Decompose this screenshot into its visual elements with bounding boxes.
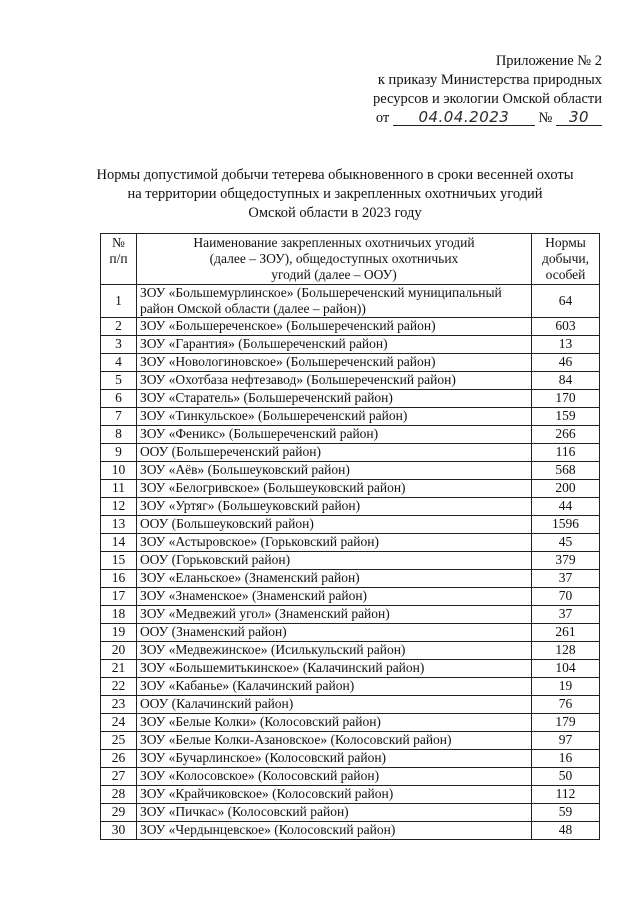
header-name: Наименование закрепленных охотничьих угодий (далее – ЗОУ), общедоступных охотничьих угодий (далее – ООУ) (136, 234, 531, 285)
row-norm: 13 (532, 336, 600, 354)
row-number: 16 (101, 570, 137, 588)
table-row (101, 426, 600, 444)
title-line-2: на территории общедоступных и закрепленных охотничьих угодий (127, 186, 543, 202)
row-norm: 128 (532, 642, 600, 660)
table-row (101, 588, 600, 606)
table-row (101, 462, 600, 480)
row-number: 4 (101, 354, 137, 372)
row-number: 23 (101, 696, 137, 714)
row-number: 8 (101, 426, 137, 444)
table-row (101, 822, 600, 840)
row-name: ООУ (Знаменский район) (136, 624, 531, 642)
row-number: 20 (101, 642, 137, 660)
row-norm: 70 (532, 588, 600, 606)
table-row (101, 714, 600, 732)
row-number: 28 (101, 786, 137, 804)
row-norm: 76 (532, 696, 600, 714)
row-norm: 603 (532, 318, 600, 336)
table-row (101, 285, 600, 318)
table-row (101, 624, 600, 642)
header-number: № п/п (101, 234, 137, 285)
row-name: ЗОУ «Большереченское» (Большереченский район) (136, 318, 531, 336)
row-number: 12 (101, 498, 137, 516)
row-name: ЗОУ «Аёв» (Большеуковский район) (136, 462, 531, 480)
row-number: 5 (101, 372, 137, 390)
row-name: ЗОУ «Большемитькинское» (Калачинский район) (136, 660, 531, 678)
row-norm: 45 (532, 534, 600, 552)
table-row (101, 408, 600, 426)
table-row (101, 498, 600, 516)
table-row (101, 660, 600, 678)
row-number: 7 (101, 408, 137, 426)
quota-table (100, 233, 600, 840)
row-name: ООУ (Горьковский район) (136, 552, 531, 570)
table-row (101, 642, 600, 660)
row-name: ООУ (Большеуковский район) (136, 516, 531, 534)
row-norm: 97 (532, 732, 600, 750)
row-norm: 46 (532, 354, 600, 372)
header-norm: Нормы добычи, особей (532, 234, 600, 285)
row-name: ЗОУ «Большемурлинское» (Большереченский муниципальный район Омской области (далее – район)) (136, 285, 531, 318)
row-norm: 170 (532, 390, 600, 408)
row-norm: 266 (532, 426, 600, 444)
row-norm: 179 (532, 714, 600, 732)
row-norm: 159 (532, 408, 600, 426)
row-number: 29 (101, 804, 137, 822)
table-row (101, 552, 600, 570)
from-label: от (375, 110, 390, 126)
table-row (101, 606, 600, 624)
row-norm: 19 (532, 678, 600, 696)
table-row (101, 696, 600, 714)
table-row (101, 768, 600, 786)
row-number: 9 (101, 444, 137, 462)
handwritten-date: 04.04.2023 (393, 109, 535, 126)
row-name: ЗОУ «Астыровское» (Горьковский район) (136, 534, 531, 552)
row-norm: 112 (532, 786, 600, 804)
table-row (101, 804, 600, 822)
row-number: 13 (101, 516, 137, 534)
table-row (101, 318, 600, 336)
annex-ministry-line: ресурсов и экологии Омской области (373, 91, 602, 107)
row-number: 25 (101, 732, 137, 750)
row-number: 3 (101, 336, 137, 354)
row-norm: 568 (532, 462, 600, 480)
title-line-1: Нормы допустимой добычи тетерева обыкновенного в сроки весенней охоты (96, 167, 574, 183)
row-name: ЗОУ «Новологиновское» (Большереченский район) (136, 354, 531, 372)
table-row (101, 750, 600, 768)
row-name: ЗОУ «Медвежинское» (Исилькульский район) (136, 642, 531, 660)
row-norm: 200 (532, 480, 600, 498)
row-number: 6 (101, 390, 137, 408)
row-number: 19 (101, 624, 137, 642)
table-row (101, 444, 600, 462)
row-number: 30 (101, 822, 137, 840)
annex-order-line: к приказу Министерства природных (377, 72, 602, 88)
row-name: ЗОУ «Феникс» (Большереченский район) (136, 426, 531, 444)
row-norm: 1596 (532, 516, 600, 534)
table-row (101, 678, 600, 696)
row-number: 27 (101, 768, 137, 786)
title-line-3: Омской области в 2023 году (248, 205, 422, 221)
row-number: 22 (101, 678, 137, 696)
table-row (101, 516, 600, 534)
row-name: ЗОУ «Белогривское» (Большеуковский район) (136, 480, 531, 498)
row-name: ЗОУ «Бучарлинское» (Колосовский район) (136, 750, 531, 768)
row-number: 17 (101, 588, 137, 606)
row-number: 18 (101, 606, 137, 624)
row-name: ООУ (Калачинский район) (136, 696, 531, 714)
row-number: 2 (101, 318, 137, 336)
annex-date-line (373, 109, 602, 128)
row-number: 21 (101, 660, 137, 678)
document-title (60, 166, 610, 223)
row-name: ЗОУ «Охотбаза нефтезавод» (Большереченский район) (136, 372, 531, 390)
table-row (101, 372, 600, 390)
row-name: ЗОУ «Крайчиковское» (Колосовский район) (136, 786, 531, 804)
row-name: ООУ (Большереченский район) (136, 444, 531, 462)
row-name: ЗОУ «Гарантия» (Большереченский район) (136, 336, 531, 354)
row-norm: 116 (532, 444, 600, 462)
row-number: 15 (101, 552, 137, 570)
table-row (101, 336, 600, 354)
row-norm: 59 (532, 804, 600, 822)
table-row (101, 390, 600, 408)
row-norm: 50 (532, 768, 600, 786)
table-row (101, 534, 600, 552)
row-norm: 44 (532, 498, 600, 516)
row-number: 10 (101, 462, 137, 480)
row-norm: 37 (532, 570, 600, 588)
row-number: 11 (101, 480, 137, 498)
row-norm: 48 (532, 822, 600, 840)
row-name: ЗОУ «Медвежий угол» (Знаменский район) (136, 606, 531, 624)
row-number: 24 (101, 714, 137, 732)
row-norm: 64 (532, 285, 600, 318)
number-label: № (538, 110, 553, 126)
row-name: ЗОУ «Тинкульское» (Большереченский район) (136, 408, 531, 426)
annex-title: Приложение № 2 (495, 53, 602, 69)
row-name: ЗОУ «Пичкас» (Колосовский район) (136, 804, 531, 822)
annex-block (373, 52, 602, 128)
row-name: ЗОУ «Чердынцевское» (Колосовский район) (136, 822, 531, 840)
row-number: 26 (101, 750, 137, 768)
row-number: 1 (101, 285, 137, 318)
table-header-row (101, 234, 600, 285)
row-norm: 84 (532, 372, 600, 390)
row-name: ЗОУ «Уртяг» (Большеуковский район) (136, 498, 531, 516)
row-norm: 261 (532, 624, 600, 642)
row-name: ЗОУ «Старатель» (Большереченский район) (136, 390, 531, 408)
row-name: ЗОУ «Еланьское» (Знаменский район) (136, 570, 531, 588)
table-row (101, 570, 600, 588)
table-row (101, 480, 600, 498)
table-row (101, 354, 600, 372)
row-norm: 16 (532, 750, 600, 768)
row-name: ЗОУ «Знаменское» (Знаменский район) (136, 588, 531, 606)
handwritten-number: 30 (556, 109, 602, 126)
row-norm: 104 (532, 660, 600, 678)
row-name: ЗОУ «Белые Колки» (Колосовский район) (136, 714, 531, 732)
row-name: ЗОУ «Белые Колки-Азановское» (Колосовский район) (136, 732, 531, 750)
row-norm: 379 (532, 552, 600, 570)
row-norm: 37 (532, 606, 600, 624)
table-row (101, 732, 600, 750)
row-name: ЗОУ «Колосовское» (Колосовский район) (136, 768, 531, 786)
row-number: 14 (101, 534, 137, 552)
row-name: ЗОУ «Кабанье» (Калачинский район) (136, 678, 531, 696)
table-row (101, 786, 600, 804)
